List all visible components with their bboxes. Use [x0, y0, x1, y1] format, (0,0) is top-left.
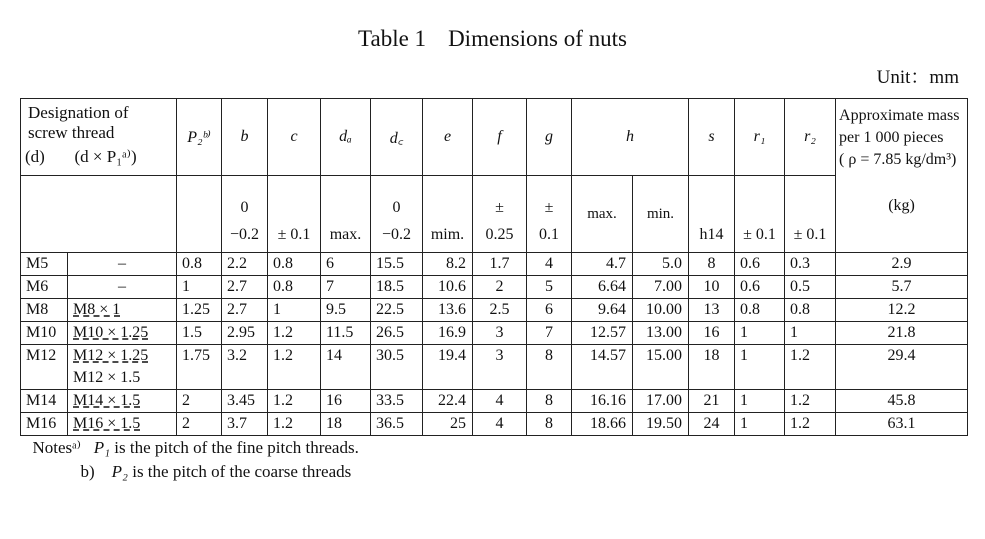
tol-e: mim. — [423, 176, 473, 253]
cell-hmin: 13.00 — [633, 322, 689, 345]
cell-g: 4 — [527, 253, 572, 276]
cell-s: 24 — [689, 413, 735, 436]
col-da: dₐ — [321, 99, 371, 176]
cell-r1: 1 — [735, 345, 785, 390]
cell-r1: 0.8 — [735, 299, 785, 322]
cell-d: M14 — [21, 390, 68, 413]
col-p2: P₂ᵇ⁾ — [177, 99, 222, 176]
cell-hmin: 17.00 — [633, 390, 689, 413]
cell-e: 25 — [423, 413, 473, 436]
cell-mass: 2.9 — [836, 253, 968, 276]
col-r2: r₂ — [785, 99, 836, 176]
tol-f: ± 0.25 — [473, 176, 527, 253]
tol-r2: ± 0.1 — [785, 176, 836, 253]
cell-r1: 0.6 — [735, 276, 785, 299]
cell-c: 0.8 — [268, 276, 321, 299]
cell-hmax: 18.66 — [572, 413, 633, 436]
cell-r1: 1 — [735, 390, 785, 413]
cell-da: 9.5 — [321, 299, 371, 322]
tol-s: h14 — [689, 176, 735, 253]
cell-g: 8 — [527, 345, 572, 390]
cell-f: 4 — [473, 413, 527, 436]
cell-d: M8 — [21, 299, 68, 322]
cell-b: 2.2 — [222, 253, 268, 276]
col-e: e — [423, 99, 473, 176]
cell-f: 1.7 — [473, 253, 527, 276]
cell-r1: 1 — [735, 413, 785, 436]
cell-e: 13.6 — [423, 299, 473, 322]
cell-hmin: 7.00 — [633, 276, 689, 299]
col-f: f — [473, 99, 527, 176]
cell-hmin: 19.50 — [633, 413, 689, 436]
cell-e: 22.4 — [423, 390, 473, 413]
cell-r2: 0.5 — [785, 276, 836, 299]
table-caption: Dimensions of nuts — [448, 26, 627, 51]
cell-b: 3.2 — [222, 345, 268, 390]
cell-g: 8 — [527, 390, 572, 413]
table-row — [21, 390, 968, 413]
col-dc: d꜀ — [371, 99, 423, 176]
table-row — [21, 299, 968, 322]
cell-p2: 1.75 — [177, 345, 222, 390]
cell-dc: 36.5 — [371, 413, 423, 436]
cell-g: 8 — [527, 413, 572, 436]
cell-da: 7 — [321, 276, 371, 299]
cell-dc: 15.5 — [371, 253, 423, 276]
cell-f: 2.5 — [473, 299, 527, 322]
tol-h-max: max. — [572, 176, 633, 253]
cell-g: 7 — [527, 322, 572, 345]
cell-b: 2.7 — [222, 299, 268, 322]
cell-g: 6 — [527, 299, 572, 322]
cell-s: 8 — [689, 253, 735, 276]
cell-p2: 1.25 — [177, 299, 222, 322]
designation-header: Designation of screw thread — [21, 99, 177, 148]
cell-p2: 0.8 — [177, 253, 222, 276]
tol-da: max. — [321, 176, 371, 253]
cell-b: 3.45 — [222, 390, 268, 413]
dxp-header: (d × P₁ᵃ⁾) — [68, 147, 177, 176]
tol-c: ± 0.1 — [268, 176, 321, 253]
cell-s: 16 — [689, 322, 735, 345]
cell-da: 6 — [321, 253, 371, 276]
tol-h-min: min. — [633, 176, 689, 253]
cell-d: M16 — [21, 413, 68, 436]
cell-r2: 1.2 — [785, 345, 836, 390]
table-row — [21, 345, 968, 390]
cell-c: 1.2 — [268, 345, 321, 390]
cell-g: 5 — [527, 276, 572, 299]
cell-mass: 29.4 — [836, 345, 968, 390]
cell-b: 2.95 — [222, 322, 268, 345]
tol-dc: 0 −0.2 — [371, 176, 423, 253]
cell-dxp: – — [68, 253, 177, 276]
cell-hmin: 5.0 — [633, 253, 689, 276]
table-number: Table 1 — [358, 26, 427, 51]
cell-b: 3.7 — [222, 413, 268, 436]
cell-hmax: 4.7 — [572, 253, 633, 276]
cell-e: 16.9 — [423, 322, 473, 345]
note-b: b) P₂ is the pitch of the coarse threads — [80, 462, 352, 481]
cell-hmax: 12.57 — [572, 322, 633, 345]
cell-r2: 1 — [785, 322, 836, 345]
cell-s: 13 — [689, 299, 735, 322]
cell-hmin: 10.00 — [633, 299, 689, 322]
col-s: s — [689, 99, 735, 176]
cell-dxp: M16 × 1.5 — [68, 413, 177, 436]
cell-mass: 12.2 — [836, 299, 968, 322]
table-row — [21, 253, 968, 276]
cell-hmin: 15.00 — [633, 345, 689, 390]
col-b: b — [222, 99, 268, 176]
unit-label: Unit：mm — [876, 67, 959, 88]
cell-s: 18 — [689, 345, 735, 390]
cell-r2: 0.3 — [785, 253, 836, 276]
tol-g: ± 0.1 — [527, 176, 572, 253]
cell-d: M6 — [21, 276, 68, 299]
cell-e: 10.6 — [423, 276, 473, 299]
cell-f: 3 — [473, 322, 527, 345]
cell-b: 2.7 — [222, 276, 268, 299]
d-header: (d) — [21, 147, 68, 176]
mass-header: Approximate mass per 1 000 pieces ( ρ = 7.85 kg/dm³) (kg) — [836, 99, 968, 253]
cell-r2: 1.2 — [785, 390, 836, 413]
cell-f: 4 — [473, 390, 527, 413]
cell-r2: 0.8 — [785, 299, 836, 322]
cell-f: 3 — [473, 345, 527, 390]
col-c: c — [268, 99, 321, 176]
cell-c: 1 — [268, 299, 321, 322]
table-row — [21, 413, 968, 436]
cell-dc: 18.5 — [371, 276, 423, 299]
cell-hmax: 16.16 — [572, 390, 633, 413]
cell-hmax: 14.57 — [572, 345, 633, 390]
cell-dxp: M8 × 1 — [68, 299, 177, 322]
cell-mass: 21.8 — [836, 322, 968, 345]
cell-e: 8.2 — [423, 253, 473, 276]
cell-dc: 22.5 — [371, 299, 423, 322]
tol-r1: ± 0.1 — [735, 176, 785, 253]
cell-c: 1.2 — [268, 322, 321, 345]
table-row — [21, 276, 968, 299]
tol-b: 0 −0.2 — [222, 176, 268, 253]
cell-dc: 33.5 — [371, 390, 423, 413]
cell-p2: 1 — [177, 276, 222, 299]
cell-p2: 2 — [177, 390, 222, 413]
cell-dxp: M12 × 1.25 M12 × 1.5 — [68, 345, 177, 390]
cell-mass: 63.1 — [836, 413, 968, 436]
col-g: g — [527, 99, 572, 176]
note-a: Notesᵃ⁾ P₁ is the pitch of the fine pitch threads. — [21, 436, 968, 461]
table-row — [21, 322, 968, 345]
cell-dxp: M14 × 1.5 — [68, 390, 177, 413]
cell-dc: 30.5 — [371, 345, 423, 390]
cell-c: 1.2 — [268, 390, 321, 413]
cell-p2: 1.5 — [177, 322, 222, 345]
cell-dxp: M10 × 1.25 — [68, 322, 177, 345]
cell-hmax: 9.64 — [572, 299, 633, 322]
cell-dc: 26.5 — [371, 322, 423, 345]
cell-p2: 2 — [177, 413, 222, 436]
col-r1: r₁ — [735, 99, 785, 176]
cell-hmax: 6.64 — [572, 276, 633, 299]
col-h: h — [572, 99, 689, 176]
cell-da: 16 — [321, 390, 371, 413]
cell-mass: 5.7 — [836, 276, 968, 299]
cell-f: 2 — [473, 276, 527, 299]
cell-c: 0.8 — [268, 253, 321, 276]
cell-r1: 1 — [735, 322, 785, 345]
table-title — [0, 26, 985, 52]
cell-s: 10 — [689, 276, 735, 299]
cell-e: 19.4 — [423, 345, 473, 390]
cell-c: 1.2 — [268, 413, 321, 436]
cell-d: M12 — [21, 345, 68, 390]
cell-da: 11.5 — [321, 322, 371, 345]
cell-d: M10 — [21, 322, 68, 345]
cell-dxp: – — [68, 276, 177, 299]
cell-s: 21 — [689, 390, 735, 413]
cell-d: M5 — [21, 253, 68, 276]
cell-r1: 0.6 — [735, 253, 785, 276]
cell-da: 14 — [321, 345, 371, 390]
nut-dimensions-table — [20, 98, 968, 484]
cell-da: 18 — [321, 413, 371, 436]
cell-r2: 1.2 — [785, 413, 836, 436]
cell-mass: 45.8 — [836, 390, 968, 413]
